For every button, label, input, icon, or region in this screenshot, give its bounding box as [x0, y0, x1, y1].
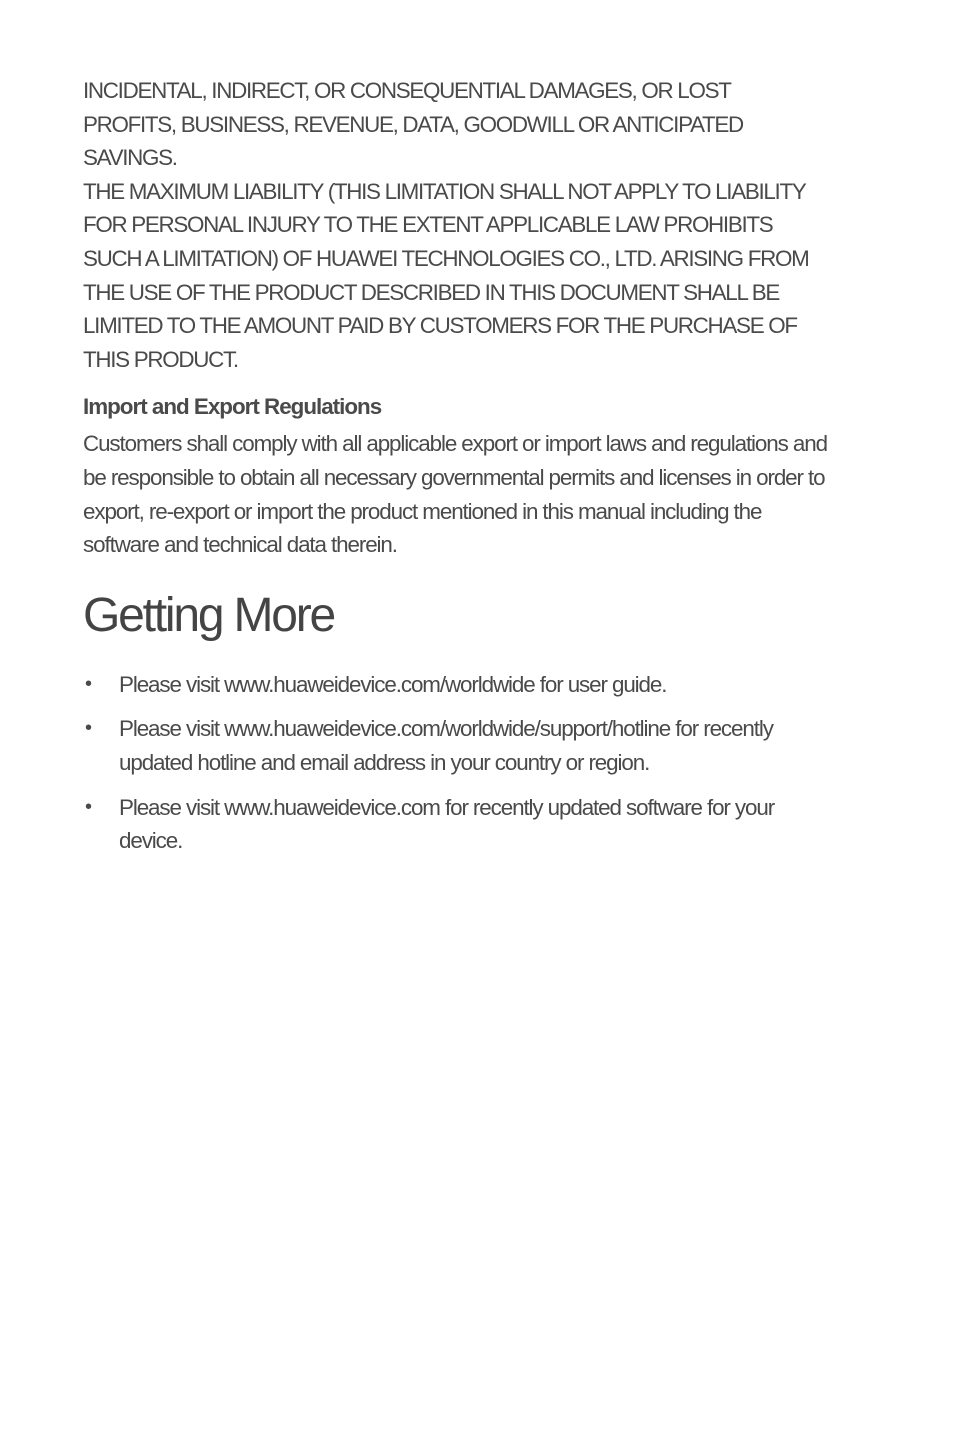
list-item-text: Please visit www.huaweidevice.com for recently updated software for your device.: [119, 794, 775, 854]
document-page: [83, 74, 873, 869]
list-item: [83, 668, 873, 702]
list-item-text: Please visit www.huaweidevice.com/worldwide for user guide.: [119, 671, 667, 697]
bullet-icon: •: [85, 717, 91, 740]
list-item: [83, 791, 873, 858]
liability-paragraph: THE MAXIMUM LIABILITY (THIS LIMITATION SHALL NOT APPLY TO LIABILITY FOR PERSONAL INJURY TO THE EXTENT APPLICABLE LAW PROHIBITS SUCH A LIMITATION) OF HUAWEI TECHNOLOGIES CO., LTD. ARISING FROM THE USE OF THE PRODUCT DESCRIBED IN THIS DOCUMENT SHALL BE LIMITED TO THE AMOUNT PAID BY CUSTOMERS FOR THE PURCHASE OF THIS PRODUCT.: [83, 178, 809, 372]
getting-more-list: [83, 668, 873, 858]
list-item: [83, 712, 873, 779]
import-export-heading: Import and Export Regulations: [83, 394, 382, 420]
bullet-icon: •: [85, 672, 91, 695]
list-item-text: Please visit www.huaweidevice.com/worldwide/support/hotline for recently updated hotline and email address in your country or region.: [119, 716, 773, 775]
getting-more-heading: Getting More: [83, 588, 335, 642]
bullet-icon: •: [85, 795, 91, 818]
damages-paragraph: INCIDENTAL, INDIRECT, OR CONSEQUENTIAL DAMAGES, OR LOST PROFITS, BUSINESS, REVENUE, DATA, GOODWILL OR ANTICIPATED SAVINGS.: [83, 78, 743, 171]
import-export-paragraph: Customers shall comply with all applicable export or import laws and regulations and be responsible to obtain all necessary governmental permits and licenses in order to export, re-export or import the product mentioned in this manual including the software and technical data therein.: [83, 431, 827, 558]
